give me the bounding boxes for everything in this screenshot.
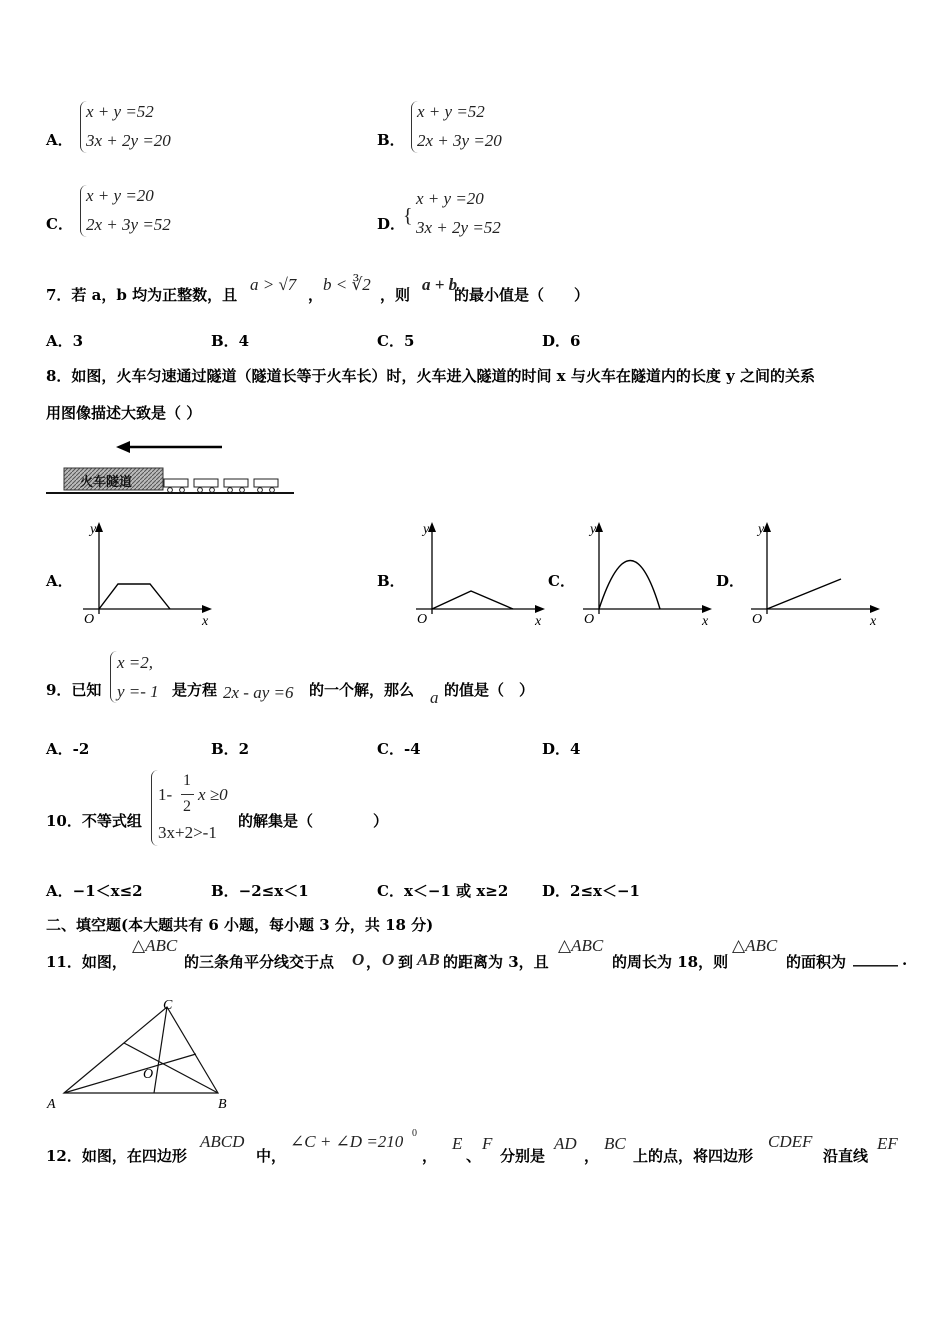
q10-option-a: A．−1＜x≤2 <box>46 882 143 900</box>
q8-option-c-label: C． <box>548 572 575 590</box>
graph-c-curve <box>599 561 660 610</box>
q10-suffix: 的解集是（ ） <box>238 812 389 830</box>
q12-p6: 上的点，将四边形 <box>633 1147 754 1165</box>
q6-option-b-eq1: x + y =52 <box>417 102 485 121</box>
q6-option-a-label: A． <box>46 131 73 149</box>
q9-mid: 是方程 <box>172 681 218 699</box>
q8-stem-line2: 用图像描述大致是（ ） <box>46 404 202 422</box>
q6-option-a-eq2: 3x + 2y =20 <box>86 131 171 150</box>
q6-option-d-brace: { <box>403 205 413 227</box>
q11-segment-ab: AB <box>417 950 440 969</box>
graph-a-x-label: x <box>202 614 209 629</box>
q12-angle-degree: 0 <box>412 1128 417 1139</box>
q7-expression: a + b <box>422 275 458 294</box>
q9-system-brace <box>110 651 117 703</box>
train-cars <box>164 479 278 492</box>
q10-option-c: C．x＜−1 或 x≥2 <box>377 882 509 900</box>
fig-label-b: B <box>218 1097 227 1112</box>
q11-answer-blank[interactable]: ______ <box>853 949 898 967</box>
q7-option-d: D．6 <box>542 332 581 350</box>
q12-line-ef: EF <box>877 1134 898 1153</box>
q7-option-a: A．3 <box>46 332 84 350</box>
graph-b-x-label: x <box>535 614 542 629</box>
q6-option-b-eq2: 2x + 3y =20 <box>417 131 502 150</box>
q7-condition-b: b < ∛2 <box>323 275 371 294</box>
q6-option-c-eq1: x + y =20 <box>86 186 154 205</box>
q6-option-b-label: B． <box>377 131 405 149</box>
graph-d-y-label: y <box>758 522 765 537</box>
graph-d-x-label: x <box>870 614 877 629</box>
q9-prefix: 9．已知 <box>46 681 102 699</box>
q11-point-o-2: O <box>382 950 395 969</box>
q7-suffix: 的最小值是（ ） <box>454 286 590 304</box>
q12-dun: 、 <box>466 1147 482 1165</box>
q12-angle-sum: ∠C + ∠D =210 <box>290 1132 404 1151</box>
q12-p3: ， <box>422 1147 438 1165</box>
q10-option-b: B．−2≤x＜1 <box>211 882 309 900</box>
q9-system-eq1: x =2, <box>117 653 154 672</box>
q7-option-c: C．5 <box>377 332 415 350</box>
q11-triangle-2: △ABC <box>558 936 604 955</box>
bisector-a <box>64 1054 196 1093</box>
q9-system-eq2: y =- 1 <box>117 682 159 701</box>
fig-label-a: A <box>47 1097 56 1112</box>
q9-suffix: 的值是（ ） <box>444 681 535 699</box>
section-2-heading: 二、填空题(本大题共有 6 小题，每小题 3 分，共 18 分) <box>46 916 434 934</box>
q10-system-brace <box>151 770 158 846</box>
graph-c-x-label: x <box>702 614 709 629</box>
q8-graph-b <box>413 518 553 630</box>
q12-p1: 12．如图，在四边形 <box>46 1147 187 1165</box>
graph-a-origin: O <box>84 612 95 627</box>
q9-mid2: 的一个解，那么 <box>309 681 415 699</box>
q9-option-c: C．-4 <box>377 740 421 758</box>
q10-ineq1-start: 1- <box>158 785 173 804</box>
q8-graph-d <box>748 518 888 630</box>
q6-option-d-label: D． <box>377 215 406 233</box>
q7-separator: ， <box>308 286 324 304</box>
bisector-b <box>124 1043 218 1093</box>
q6-option-d-eq1: x + y =20 <box>416 189 484 208</box>
graph-b-y-label: y <box>423 522 430 537</box>
q12-p2: 中， <box>256 1147 287 1165</box>
q8-option-d-label: D． <box>716 572 745 590</box>
fig-label-o: O <box>143 1067 154 1082</box>
q8-option-a-label: A． <box>46 572 73 590</box>
graph-b-curve <box>432 591 513 609</box>
q11-p1: 11．如图， <box>46 953 127 971</box>
q9-option-b: B．2 <box>211 740 250 758</box>
q12-segment-bc: BC <box>604 1134 626 1153</box>
tunnel-label: 火车隧道 <box>80 474 133 489</box>
q12-p4: 分别是 <box>500 1147 546 1165</box>
q7-option-b: B．4 <box>211 332 250 350</box>
tunnel-train-figure <box>44 436 296 498</box>
direction-arrow <box>116 441 222 453</box>
q6-option-c-eq2: 2x + 3y =52 <box>86 215 171 234</box>
q6-option-a-eq1: x + y =52 <box>86 102 154 121</box>
q8-graph-a <box>80 518 220 630</box>
q7-prefix: 7．若 a，b 均为正整数，且 <box>46 286 238 304</box>
q12-segment-ad: AD <box>554 1134 577 1153</box>
q7-condition-a: a > √7 <box>250 275 297 294</box>
q11-triangle-3: △ABC <box>732 936 778 955</box>
q12-p7: 沿直线 <box>823 1147 869 1165</box>
q11-end: . <box>902 951 908 969</box>
q8-stem-line1: 8．如图，火车匀速通过隧道（隧道长等于火车长）时，火车进入隧道的时间 x 与火车在隧道内的长度 y 之间的关系 <box>46 367 815 385</box>
q12-quadrilateral: ABCD <box>200 1132 245 1151</box>
q12-p5: ， <box>584 1147 600 1165</box>
q10-option-d: D．2≤x＜−1 <box>542 882 640 900</box>
q11-triangle-figure <box>44 996 244 1116</box>
q11-p4: 到 <box>398 953 414 971</box>
q9-equation: 2x - ay =6 <box>223 683 294 702</box>
q11-triangle-1: △ABC <box>132 936 178 955</box>
q12-point-f: F <box>482 1134 493 1153</box>
q11-p7: 的面积为 <box>786 953 847 971</box>
q10-fraction-bar <box>181 794 194 795</box>
q12-quadrilateral-cdef: CDEF <box>768 1132 813 1151</box>
q11-point-o-1: O <box>352 950 365 969</box>
q9-variable: a <box>430 688 439 707</box>
q10-ineq1-end: x ≥0 <box>198 785 228 804</box>
q9-option-d: D．4 <box>542 740 581 758</box>
graph-c-y-label: y <box>590 522 597 537</box>
fig-label-c: C <box>163 998 173 1013</box>
q12-point-e: E <box>452 1134 463 1153</box>
graph-d-curve <box>767 579 841 609</box>
q11-p5: 的距离为 3，且 <box>443 953 549 971</box>
q10-prefix: 10．不等式组 <box>46 812 142 830</box>
q11-p2: 的三条角平分线交于点 <box>184 953 335 971</box>
graph-d-origin: O <box>752 612 763 627</box>
q11-p3: ， <box>366 953 382 971</box>
graph-c-origin: O <box>584 612 595 627</box>
q8-graph-c <box>580 518 720 630</box>
q10-fraction-denominator: 2 <box>183 798 191 815</box>
q6-option-c-label: C． <box>46 215 73 233</box>
bisector-c <box>154 1007 167 1093</box>
q7-mid: ，则 <box>380 286 411 304</box>
graph-a-curve <box>99 584 170 609</box>
q11-p6: 的周长为 18，则 <box>612 953 729 971</box>
q6-option-d-eq2: 3x + 2y =52 <box>416 218 501 237</box>
q10-ineq2: 3x+2>-1 <box>158 823 217 842</box>
graph-a-y-label: y <box>90 522 97 537</box>
q10-fraction-numerator: 1 <box>183 772 191 789</box>
q8-option-b-label: B． <box>377 572 405 590</box>
graph-b-origin: O <box>417 612 428 627</box>
q9-option-a: A．-2 <box>46 740 90 758</box>
